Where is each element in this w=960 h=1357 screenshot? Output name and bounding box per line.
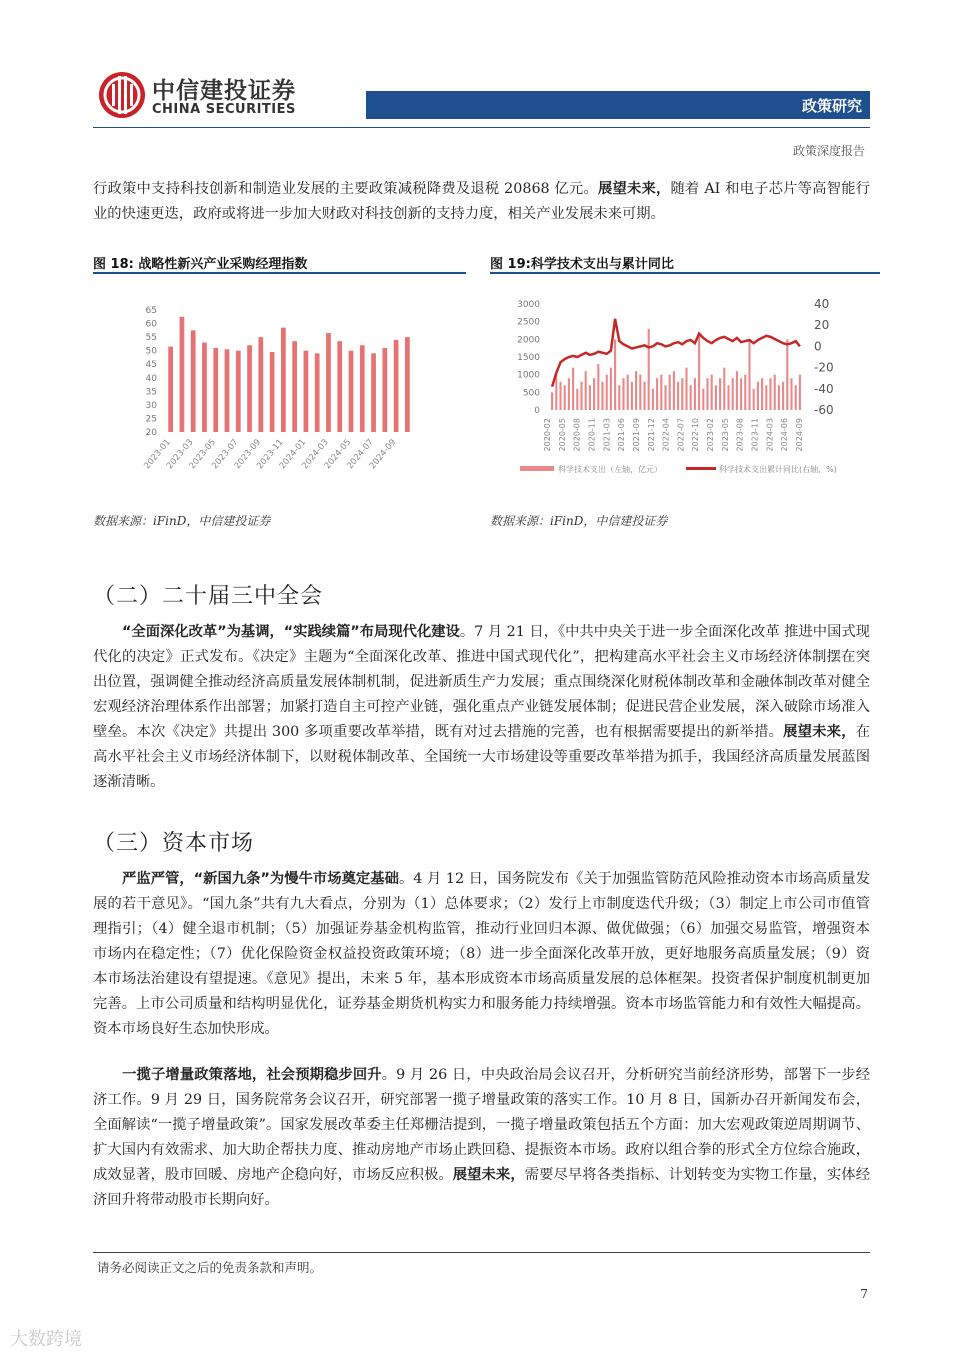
y-left-tick-label: 1000 [517, 370, 540, 381]
pmi-bar [281, 328, 286, 432]
figure-19-rule [490, 272, 880, 274]
spending-bar [564, 385, 566, 410]
y-left-tick-label: 500 [522, 388, 540, 399]
spending-bar [765, 385, 767, 410]
spending-bar [643, 382, 645, 410]
x-tick-label: 2023-05 [720, 418, 730, 452]
x-tick-label: 2021-06 [617, 418, 627, 452]
figure-19-source: 数据来源：iFinD，中信建投证券 [490, 514, 668, 528]
spending-bar [786, 339, 788, 410]
pmi-bar [258, 337, 263, 432]
pmi-bar [213, 348, 218, 432]
pmi-bar [326, 333, 331, 432]
spending-bar [799, 375, 801, 410]
x-tick-label: 2022-10 [691, 418, 701, 452]
page-number: 7 [860, 1287, 868, 1301]
y-left-tick-label: 1500 [517, 353, 540, 363]
x-tick-label: 2024-09 [795, 418, 804, 452]
spending-bar [639, 375, 641, 410]
spending-bar [702, 389, 704, 410]
yoy-growth-line [552, 319, 800, 387]
spending-bar [606, 375, 608, 410]
spending-bar [614, 339, 616, 410]
spending-bar [774, 375, 776, 410]
x-tick-label: 2023-01 [142, 437, 173, 472]
spending-bar [622, 378, 624, 410]
pmi-bar [405, 337, 410, 432]
x-tick-label: 2020-05 [557, 418, 567, 452]
x-tick-label: 2024-03 [300, 437, 331, 472]
china-securities-logo [97, 70, 147, 120]
spending-bar [589, 385, 591, 410]
x-tick-label: 2021-09 [631, 418, 641, 452]
footer-divider [93, 1252, 870, 1253]
pmi-bar [337, 341, 342, 432]
spending-bar [635, 371, 637, 410]
spending-bar [694, 378, 696, 410]
pmi-bar [360, 345, 365, 432]
y-tick-label: 20 [145, 428, 157, 438]
section-3-p1-bold: 严监严管，“新国九条”为慢牛市场奠定基础 [122, 871, 399, 887]
y-right-tick-label: 0 [814, 339, 822, 354]
spending-bar [618, 385, 620, 410]
pmi-bar [180, 317, 185, 432]
x-tick-label: 2024-05 [322, 437, 354, 472]
x-tick-label: 2023-11 [255, 437, 286, 472]
y-left-tick-label: 2000 [517, 335, 540, 346]
pmi-bar [394, 340, 399, 432]
section-3-p2-bold-2: 展望未来， [452, 1167, 525, 1183]
pmi-bar [270, 352, 275, 432]
spending-bar [732, 378, 734, 410]
x-tick-label: 2022-04 [661, 418, 671, 452]
disclaimer: 请务必阅读正文之后的免责条款和声明。 [97, 1260, 323, 1275]
spending-bar [719, 378, 721, 410]
spending-bar [551, 392, 553, 410]
intro-text: 行政策中支持科技创新和制造业发展的主要政策减税降费及退税 20868 亿元。 [93, 181, 598, 197]
legend-bar-label: 科学技术支出（左轴，亿元） [558, 465, 662, 474]
section-2-text: 。7 月 21 日，《中共中央关于进一步全面深化改革 推进中国式现代化的决定》正式发布。《决定》主题为“全面深化改革、推进中国式现代化”，把构建高水平社会主义市场经济体制摆在突出位置，强调健全推动经济高质量发展体制机制，促进新质生产力发展；重点围绕深化财税体制改革和金融体制改革对健全宏观经济治理体系作出部署；加紧打造自主可控产业链，强化重点产业链发展体制；促进民营企业发展，深入破除市场准入壁垒。本次《决定》共提出 300 多项重要改革举措，既有对过去措施的完善，也有根据需要提出的新举措。 [93, 624, 870, 740]
y-left-tick-label: 0 [534, 406, 540, 416]
y-tick-label: 35 [145, 387, 157, 398]
section-2-paragraph [93, 620, 870, 795]
y-right-tick-label: -40 [814, 381, 834, 396]
section-3-p1-text: 。4 月 12 日，国务院发布《关于加强监管防范风险推动资本市场高质量发展的若干意见》。“国九条”共有九大看点，分别为（1）总体要求；（2）发行上市制度迭代升级；（3）制定上市公司市值管理指引；（4）健全退市机制；（5）加强证券基金机构监管，推动行业回归本源、做优做强；（6）加强交易监管，增强资本市场内在稳定性；（7）优化保险资金权益投资政策环境；（8）进一步全面深化改革开放，更好地服务高质量发展；（9）资本市场法治建设有望提速。《意见》提出，未来 5 年，基本形成资本市场高质量发展的总体框架。投资者保护制度机制更加完善。上市公司质量和结构明显优化，证券基金期货机构实力和服务能力持续增强。资本市场监管能力和有效性大幅提高。资本市场良好生态加快形成。 [93, 871, 871, 1037]
spending-bar [790, 378, 792, 410]
pmi-bar [202, 343, 207, 432]
x-tick-label: 2024-03 [765, 418, 775, 452]
y-left-tick-label: 3000 [517, 300, 540, 310]
y-right-tick-label: -60 [814, 403, 834, 417]
spending-bar [778, 385, 780, 410]
spending-bar [555, 375, 557, 410]
spending-bar [757, 382, 759, 410]
spending-bar [660, 375, 662, 410]
header-divider [93, 127, 870, 128]
spending-bar [769, 378, 771, 410]
pmi-bar [247, 345, 252, 432]
chart-sci-tech-spending [490, 282, 870, 492]
spending-bar [669, 375, 671, 410]
x-tick-label: 2021-03 [602, 418, 612, 452]
spending-bar [736, 371, 738, 410]
spending-bar [559, 382, 561, 410]
x-tick-label: 2023-02 [706, 418, 716, 452]
spending-bar [740, 378, 742, 410]
watermark: 大数跨境 [10, 1329, 82, 1350]
spending-bar [585, 371, 587, 410]
spending-bar [711, 375, 713, 410]
section-2-heading: （二）二十届三中全会 [93, 584, 324, 609]
x-tick-label: 2023-08 [735, 418, 745, 452]
spending-bar [681, 378, 683, 410]
spending-bar [727, 385, 729, 410]
legend-line-label: 科学技术支出累计同比(右轴，%) [719, 465, 837, 474]
pmi-bar [191, 330, 196, 432]
pmi-bar [315, 353, 320, 432]
y-tick-label: 45 [145, 360, 157, 371]
spending-bar [597, 364, 599, 410]
spending-bar [795, 385, 797, 410]
spending-bar [748, 339, 750, 410]
spending-bar [656, 378, 658, 410]
y-right-tick-label: 40 [814, 297, 830, 311]
spending-bar [677, 382, 679, 410]
brand-name-en: CHINA SECURITIES [152, 102, 296, 117]
x-tick-label: 2020-11 [587, 418, 597, 452]
pmi-bar [225, 349, 230, 432]
pmi-bar [382, 348, 387, 432]
x-tick-label: 2023-03 [164, 437, 196, 472]
spending-bar [576, 389, 578, 410]
section-2-bold-2: 展望未来， [783, 724, 856, 740]
x-tick-label: 2024-07 [345, 437, 376, 472]
spending-bar [715, 385, 717, 410]
pmi-bar [292, 341, 297, 432]
y-right-tick-label: -20 [814, 360, 834, 375]
section-3-p2-bold: 一揽子增量政策落地，社会预期稳步回升 [122, 1067, 382, 1083]
spending-bar [782, 382, 784, 410]
pmi-bar [349, 351, 354, 432]
spending-bar [673, 371, 675, 410]
spending-bar [648, 329, 650, 410]
section-3-p2-text-2: 需要尽早将各类指标、计划转变为实物工作量，实体经济回升将带动股市长期向好。 [93, 1167, 870, 1208]
figure-18-title: 图 18: 战略性新兴产业采购经理指数 [93, 257, 308, 272]
figure-18-source: 数据来源：iFinD，中信建投证券 [93, 514, 271, 528]
figure-19-title: 图 19:科学技术支出与累计同比 [490, 257, 674, 272]
section-2-text-2: 在高水平社会主义市场经济体制下，以财税体制改革、全国统一大市场建设等重要改革举措为抓手，我国经济高质量发展蓝图逐渐清晰。 [93, 724, 871, 790]
spending-bar [593, 378, 595, 410]
y-tick-label: 50 [145, 346, 157, 357]
y-tick-label: 30 [145, 400, 157, 411]
spending-bar [723, 368, 725, 410]
section-3-heading: （三）资本市场 [93, 831, 255, 856]
y-tick-label: 60 [145, 319, 157, 330]
x-tick-label: 2023-05 [187, 437, 219, 472]
x-tick-label: 2024-06 [780, 418, 790, 452]
pmi-bar [236, 351, 241, 432]
spending-bar [610, 368, 612, 410]
spending-bar [690, 385, 692, 410]
x-tick-label: 2023-11 [750, 418, 760, 452]
section-3-paragraph-1 [93, 867, 870, 1042]
legend-bar-swatch [520, 466, 554, 471]
spending-bar [568, 378, 570, 410]
pmi-bar [371, 353, 376, 432]
spending-bar [652, 389, 654, 410]
intro-text-2: 随着 AI 和电子芯片等高智能行业的快速更迭，政府或将进一步加大财政对科技创新的支持力度，相关产业发展未来可期。 [93, 181, 871, 222]
y-left-tick-label: 2500 [517, 317, 540, 328]
section-label: 政策研究 [801, 97, 862, 115]
spending-bar [572, 368, 574, 410]
x-tick-label: 2024-01 [277, 437, 309, 472]
spending-bar [664, 385, 666, 410]
section-3-paragraph-2 [93, 1063, 870, 1213]
intro-paragraph [93, 177, 870, 227]
spending-bar [698, 332, 700, 410]
x-tick-label: 2020-08 [572, 418, 582, 452]
y-right-tick-label: 20 [814, 318, 830, 333]
spending-bar [631, 382, 633, 410]
spending-bar [706, 378, 708, 410]
spending-bar [685, 368, 687, 410]
spending-bar [627, 375, 629, 410]
spending-bar [601, 382, 603, 410]
x-tick-label: 2024-09 [367, 437, 399, 472]
x-tick-label: 2021-12 [646, 418, 656, 452]
legend-line-swatch [686, 467, 716, 470]
pmi-bar [168, 347, 173, 432]
section-3-p2-text: 。9 月 26 日，中央政治局会议召开，分析研究当前经济形势，部署下一步经济工作。9 月 29 日，国务院常务会议召开，研究部署一揽子增量政策的落实工作。10 月 8 日，国新办召开新闻发布会，全面解读“一揽子增量政策”。国家发展改革委主任郑栅洁提到，一揽子增量政策包括五个方面：加大宏观政策逆周期调节、扩大国内有效需求、加大助企帮扶力度、推动房地产市场止跌回稳、提振资本市场。政府以组合拳的形式全方位综合施政，成效显著，股市回暖、房地产企稳向好，市场反应积极。 [93, 1067, 871, 1183]
y-tick-label: 40 [145, 373, 157, 384]
spending-bar [753, 389, 755, 410]
spending-bar [761, 378, 763, 410]
x-tick-label: 2023-07 [210, 437, 241, 472]
figure-18-rule [93, 272, 466, 274]
pmi-bar [304, 351, 309, 432]
spending-bar [580, 382, 582, 410]
header-bar [366, 91, 870, 119]
x-tick-label: 2022-07 [676, 418, 686, 452]
brand-name-cn: 中信建投证券 [152, 78, 296, 104]
y-tick-label: 55 [145, 333, 157, 344]
y-tick-label: 25 [145, 414, 157, 425]
section-2-bold: “全面深化改革”为基调，“实践续篇”布局现代化建设 [122, 624, 460, 640]
report-type: 政策深度报告 [792, 144, 865, 158]
spending-bar [744, 375, 746, 410]
chart-pmi [93, 282, 466, 492]
y-tick-label: 65 [145, 306, 157, 316]
intro-bold: 展望未来， [597, 181, 671, 197]
x-tick-label: 2023-09 [232, 437, 264, 472]
x-tick-label: 2020-02 [543, 418, 552, 452]
